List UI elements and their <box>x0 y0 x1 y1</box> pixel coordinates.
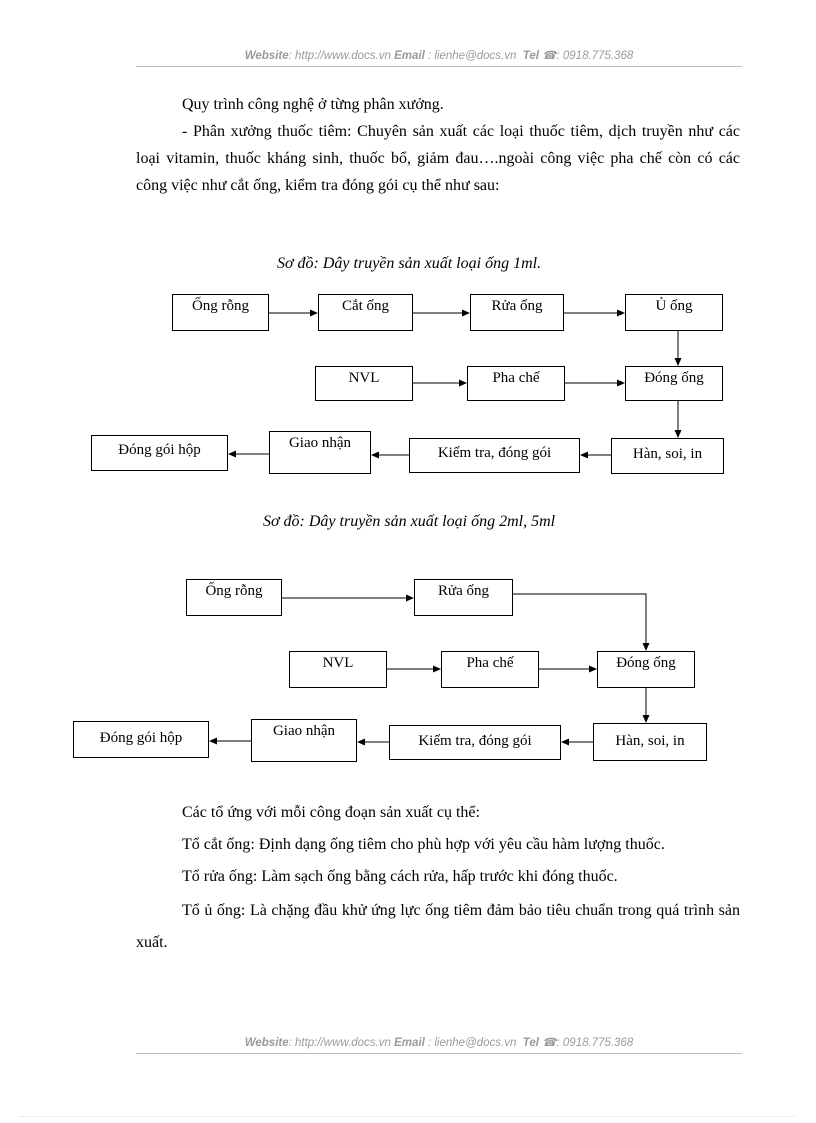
d1-box-giao-nhan: Giao nhận <box>269 431 371 474</box>
team-rua-ong: Tổ rửa ống: Làm sạch ống bằng cách rửa, hấp trước khi đóng thuốc. <box>182 868 618 885</box>
d1-box-rua-ong: Rửa ống <box>470 294 564 331</box>
d1-box-kiem-tra: Kiểm tra, đóng gói <box>409 438 580 473</box>
d1-box-pha-che: Pha chế <box>467 366 565 401</box>
page-bottom-edge <box>20 1116 796 1117</box>
d1-box-dong-ong: Đóng ống <box>625 366 723 401</box>
footer-email-separator: : <box>424 1037 435 1049</box>
d2-box-nvl: NVL <box>289 651 387 688</box>
email-address[interactable]: lienhe@docs.vn <box>434 50 517 62</box>
footer-rule <box>136 1053 742 1054</box>
website-separator: : <box>288 50 296 62</box>
diagram1-caption: Sơ đồ: Dây truyền sản xuất loại ống 1ml. <box>277 255 542 272</box>
d1-box-nvl: NVL <box>315 366 413 401</box>
teams-intro: Các tổ ứng với mỗi công đoạn sản xuất cụ thể: <box>182 804 480 821</box>
d1-box-ong-rong: Ống rỗng <box>172 294 269 331</box>
email-separator: : <box>424 50 435 62</box>
d2-box-pha-che: Pha chế <box>441 651 539 688</box>
d2-box-kiem-tra: Kiểm tra, đóng gói <box>389 725 561 760</box>
header-rule <box>136 66 742 67</box>
d2-box-dong-ong: Đóng ống <box>597 651 695 688</box>
d2-box-ong-rong: Ống rỗng <box>186 579 282 616</box>
footer-phone-icon: ☎ <box>542 1037 557 1049</box>
email-label: Email <box>394 50 425 62</box>
intro-paragraph: - Phân xưởng thuốc tiêm: Chuyên sản xuất các loại thuốc tiêm, dịch truyền như các loại vitamin, thuốc kháng sinh, thuốc bổ, giảm đau….ngoài công việc pha chế còn có các công việc như cắt ống, kiểm tra đóng gói cụ thể như sau: <box>136 123 740 194</box>
d1-box-u-ong: Ủ ống <box>625 294 723 331</box>
d2-box-han-soi-in: Hàn, soi, in <box>593 723 707 761</box>
footer-tel-label: Tel <box>522 1037 539 1049</box>
website-label: Website <box>244 50 289 62</box>
section-heading: Quy trình công nghệ ở từng phân xưởng. <box>182 96 444 113</box>
team-cat-ong: Tổ cắt ống: Định dạng ống tiêm cho phù hợp với yêu cầu hàm lượng thuốc. <box>182 836 665 853</box>
footer-website-separator: : <box>288 1037 296 1049</box>
d2-box-rua-ong: Rửa ống <box>414 579 513 616</box>
footer-website-url[interactable]: http://www.docs.vn <box>295 1037 391 1049</box>
phone-icon: ☎ <box>542 50 557 62</box>
d2-box-dong-goi-hop: Đóng gói hộp <box>73 721 209 758</box>
d1-box-dong-goi-hop: Đóng gói hộp <box>91 435 228 471</box>
tel-label: Tel <box>522 50 539 62</box>
page-footer <box>136 1035 742 1049</box>
team-u-ong: Tổ ủ ống: Là chặng đầu khử ứng lực ống tiêm đảm bảo tiêu chuẩn trong quá trình sản xuất. <box>136 902 740 951</box>
d1-box-cat-ong: Cắt ống <box>318 294 413 331</box>
footer-website-label: Website <box>244 1037 289 1049</box>
footer-tel-number: : 0918.775.368 <box>556 1037 634 1049</box>
footer-email-label: Email <box>394 1037 425 1049</box>
footer-email-address[interactable]: lienhe@docs.vn <box>434 1037 517 1049</box>
website-url[interactable]: http://www.docs.vn <box>295 50 391 62</box>
page-header <box>136 48 742 62</box>
d2-box-giao-nhan: Giao nhận <box>251 719 357 762</box>
d2-arrow-ruaong-dongong <box>513 594 646 650</box>
diagram2-caption: Sơ đồ: Dây truyền sản xuất loại ống 2ml, 5ml <box>263 513 556 530</box>
d1-box-han-soi-in: Hàn, soi, in <box>611 438 724 474</box>
tel-number: : 0918.775.368 <box>556 50 634 62</box>
